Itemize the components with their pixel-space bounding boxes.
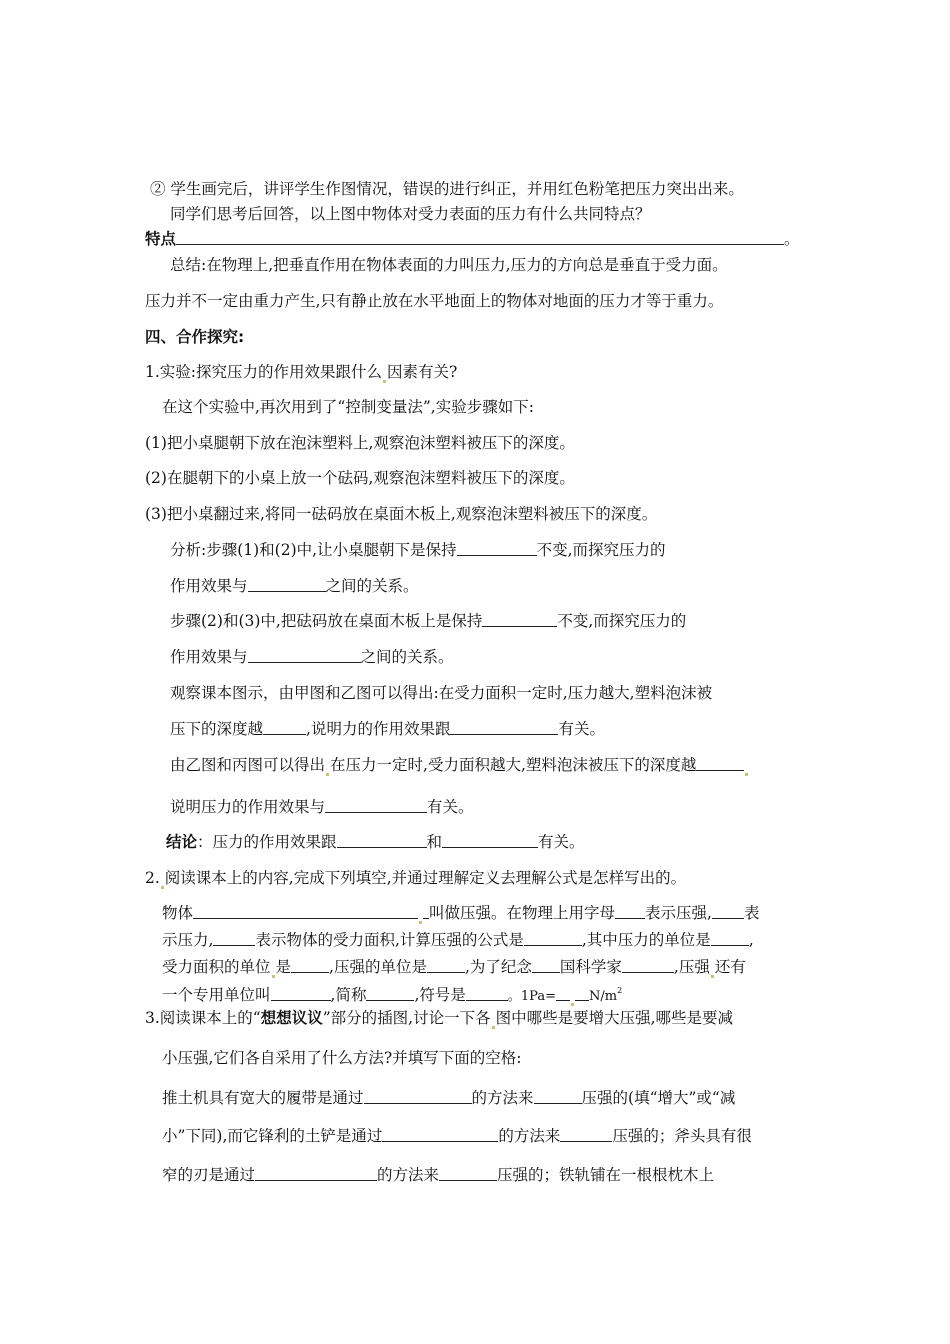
- mark-dot: [419, 921, 422, 924]
- blank-f2b[interactable]: [524, 930, 582, 946]
- blank-f3b[interactable]: [427, 957, 465, 973]
- blank-o4[interactable]: [325, 797, 427, 813]
- emphasis-label: 想想议议: [260, 1009, 323, 1027]
- mark-dot: [711, 975, 714, 978]
- observe-1: 观察课本图示，由甲图和乙图可以得出:在受力面积一定时,压力越大,塑料泡沫被: [170, 684, 713, 702]
- blank-f1a[interactable]: [193, 903, 418, 919]
- blank-c2[interactable]: [442, 832, 538, 848]
- blank-f4e[interactable]: [575, 985, 589, 1001]
- blank-f4c[interactable]: [466, 985, 508, 1001]
- blank-o3[interactable]: [696, 755, 744, 771]
- blank-t2a[interactable]: [382, 1126, 498, 1142]
- blank-f4a[interactable]: [271, 985, 331, 1001]
- blank-f1c[interactable]: [712, 903, 744, 919]
- line-question: 同学们思考后回答，以上图中物体对受力表面的压力有什么共同特点？: [170, 205, 651, 223]
- fill-4: 一个专用单位叫 ,简称 ,符号是 。$1Pa= N/m^2$: [162, 986, 623, 1004]
- blank-t1b[interactable]: [534, 1088, 582, 1104]
- blank-t3b[interactable]: [439, 1165, 497, 1181]
- line-features: 特点 。: [145, 230, 800, 248]
- line-summary: 总结:在物理上,把垂直作用在物体表面的力叫压力,压力的方向总是垂直于受力面。: [170, 256, 728, 274]
- blank-f3a[interactable]: [291, 957, 329, 973]
- fill-3: 受力面积的单位 是 ,压强的单位是 ,为了纪念 国科学家 ,压强 还有: [162, 958, 746, 976]
- blank-f3d[interactable]: [622, 957, 674, 973]
- task-3: 窄的刃是通过 的方法来 压强的；铁轨铺在一根根枕木上: [162, 1166, 715, 1184]
- blank-o2a[interactable]: [263, 719, 306, 735]
- section-heading: 四、合作探究:: [145, 328, 245, 346]
- blank-a1[interactable]: [457, 540, 537, 556]
- blank-t1a[interactable]: [364, 1088, 472, 1104]
- line-control-variable: 在这个实验中,再次用到了“控制变量法”,实验步骤如下:: [162, 398, 534, 416]
- blank-f2c[interactable]: [711, 930, 749, 946]
- analysis-1: 分析:步骤(1)和(2)中,让小桌腿朝下是保持 不变,而探究压力的: [170, 541, 666, 559]
- blank-c1[interactable]: [337, 832, 427, 848]
- features-label: 特点: [145, 230, 177, 248]
- mark-dot: [272, 975, 275, 978]
- analysis-2: 作用效果与 之间的关系。: [170, 577, 419, 595]
- observe-4: 说明压力的作用效果与 有关。: [170, 798, 474, 816]
- blank-o2b[interactable]: [450, 719, 558, 735]
- item-2-title: 2. 阅读课本上的内容,完成下列填空,并通过理解定义去理解公式是怎样写出的。: [145, 869, 687, 887]
- blank-f4d[interactable]: [556, 985, 570, 1001]
- observe-2: 压下的深度越 ,说明力的作用效果跟 有关。: [170, 720, 605, 738]
- mark-dot: [161, 886, 164, 889]
- mark-dot: [492, 1026, 495, 1029]
- blank-t2b[interactable]: [560, 1126, 612, 1142]
- analysis-3: 步骤(2)和(3)中,把砝码放在桌面木板上是保持 不变,而探究压力的: [170, 612, 687, 630]
- blank-a3[interactable]: [482, 611, 557, 627]
- step-1: (1)把小桌腿朝下放在泡沫塑料上,观察泡沫塑料被压下的深度。: [145, 434, 575, 452]
- blank-f1b[interactable]: [615, 903, 645, 919]
- step-2: (2)在腿朝下的小桌上放一个砝码,观察泡沫塑料被压下的深度。: [145, 469, 575, 487]
- mark-dot: [571, 1003, 574, 1006]
- blank-a2[interactable]: [248, 576, 326, 592]
- line-teacher-note: ② 学生画完后，讲评学生作图情况，错误的进行纠正，并用红色粉笔把压力突出出来。: [150, 180, 744, 198]
- conclusion-label: 结论: [166, 833, 198, 851]
- observe-3: 由乙图和丙图可以得出 在压力一定时,受力面积越大,塑料泡沫被压下的深度越: [170, 755, 749, 776]
- blank-f4b[interactable]: [366, 985, 414, 1001]
- item-3-line-2: 小压强,它们各自采用了什么方法?并填写下面的空格:: [162, 1049, 522, 1067]
- line-summary-2: 压力并不一定由重力产生,只有静止放在水平地面上的物体对地面的压力才等于重力。: [145, 292, 724, 310]
- conclusion: 结论：压力的作用效果跟 和 有关。: [166, 833, 585, 851]
- mark-dot: [326, 773, 329, 776]
- blank-features[interactable]: [176, 229, 784, 245]
- task-1: 推土机具有宽大的履带是通过 的方法来 压强的(填“增大”或“减: [162, 1089, 736, 1107]
- step-3: (3)把小桌翻过来,将同一砝码放在桌面木板上,观察泡沫塑料被压下的深度。: [145, 505, 658, 523]
- item-3-title: 3.阅读课本上的“想想议议”部分的插图,讨论一下各 图中哪些是要增大压强,哪些是要减: [145, 1009, 734, 1027]
- blank-f3c[interactable]: [532, 957, 560, 973]
- blank-a4[interactable]: [248, 647, 361, 663]
- task-2: 小”下同),而它锋利的土铲是通过 的方法来 压强的；斧头具有很: [162, 1127, 752, 1145]
- analysis-4: 作用效果与 之间的关系。: [170, 648, 454, 666]
- mark-dot: [383, 380, 386, 383]
- mark-dot: [745, 773, 748, 776]
- blank-t3a[interactable]: [255, 1165, 377, 1181]
- fill-2: 示压力, 表示物体的受力面积,计算压强的公式是 ,其中压力的单位是 ,: [162, 931, 754, 949]
- blank-f2a[interactable]: [213, 930, 255, 946]
- fill-1: 物体 叫做压强。在物理上用字母 表示压强, 表: [162, 904, 760, 922]
- item-1-title: 1.实验:探究压力的作用效果跟什么 因素有关?: [145, 363, 458, 381]
